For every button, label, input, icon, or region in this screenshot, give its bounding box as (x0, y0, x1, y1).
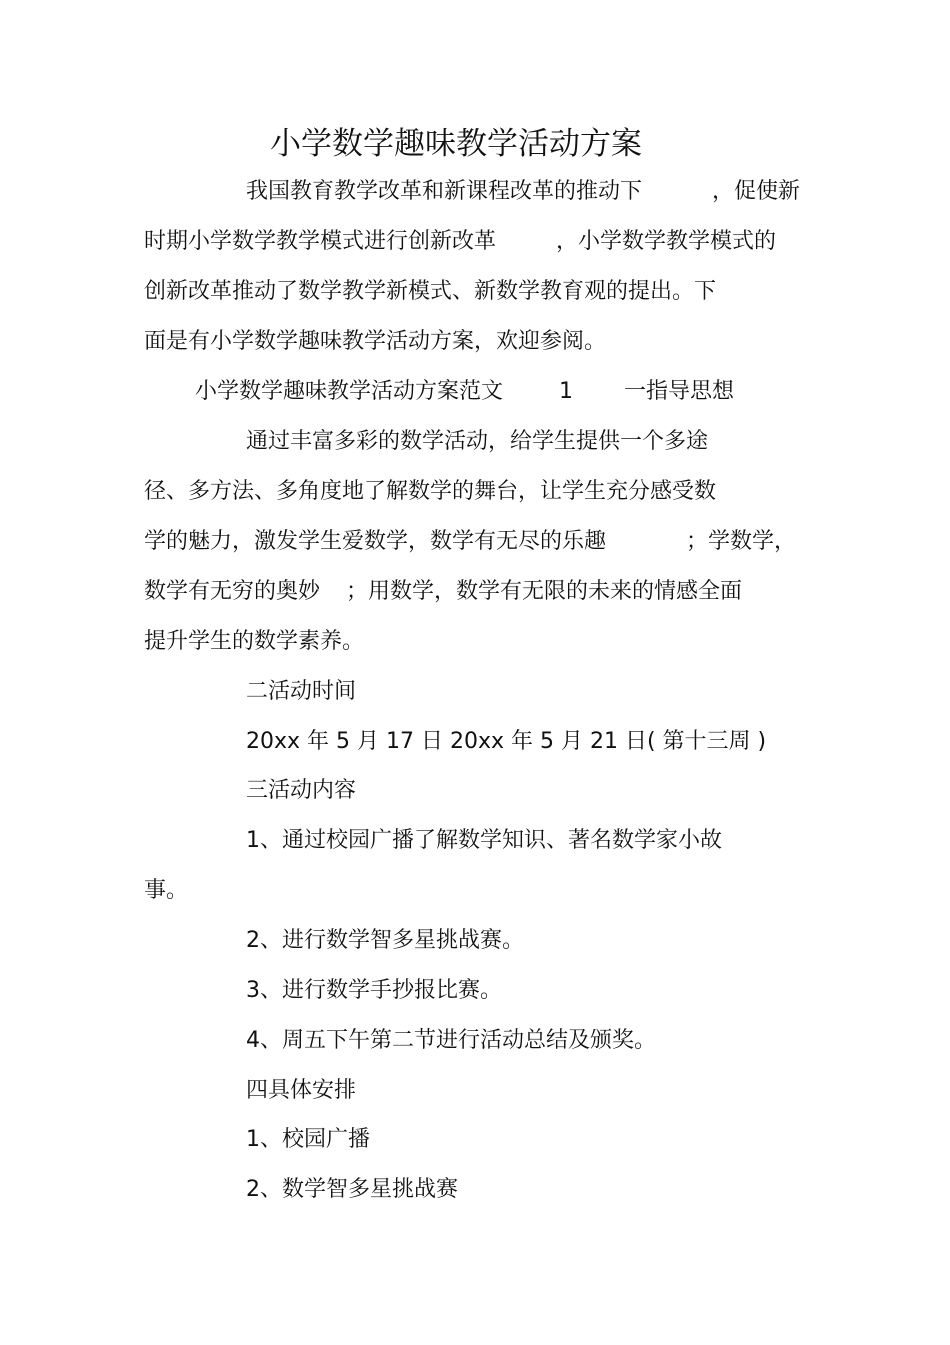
paragraph-line: 我国教育教学改革和新课程改革的推动下 (246, 179, 643, 204)
paragraph-line: 学的魅力，激发学生爱数学，数学有无尽的乐趣 (144, 529, 607, 554)
section-heading-number: 1 (559, 379, 573, 404)
paragraph-line: 面是有小学数学趣味教学活动方案，欢迎参阅。 (144, 329, 607, 354)
paragraph-line: ，促使新 (712, 179, 801, 204)
section-heading: 小学数学趣味教学活动方案范文 (195, 379, 504, 404)
section-heading: 三活动内容 (246, 778, 357, 803)
paragraph-line: 数学有无穷的奥妙 (144, 579, 321, 604)
section-heading: 一指导思想 (624, 379, 735, 404)
list-item: 事。 (144, 878, 189, 903)
paragraph-line: ；学数学， (686, 529, 797, 554)
list-item: 3、进行数学手抄报比赛。 (246, 978, 502, 1003)
list-item: 1、校园广播 (246, 1127, 370, 1152)
date-line: 20xx 年 5 月 17 日 20xx 年 5 月 21 日( 第十三周 ) (246, 729, 767, 754)
document-title: 小学数学趣味教学活动方案 (270, 126, 642, 162)
paragraph-line: 时期小学数学教学模式进行创新改革 (144, 229, 497, 254)
section-heading: 二活动时间 (246, 679, 357, 704)
list-item: 1、通过校园广播了解数学知识、著名数学家小故 (246, 828, 722, 853)
list-item: 2、数学智多星挑战赛 (246, 1177, 458, 1202)
list-item: 2、进行数学智多星挑战赛。 (246, 928, 524, 953)
paragraph-line: 创新改革推动了数学教学新模式、新数学教育观的提出。下 (144, 279, 717, 304)
paragraph-line: ，小学数学教学模式的 (556, 229, 777, 254)
list-item: 4、周五下午第二节进行活动总结及颁奖。 (246, 1028, 656, 1053)
paragraph-line: 提升学生的数学素养。 (144, 629, 365, 654)
paragraph-line: ；用数学，数学有无限的未来的情感全面 (346, 579, 743, 604)
paragraph-line: 径、多方法、多角度地了解数学的舞台，让学生充分感受数 (144, 479, 717, 504)
paragraph-line: 通过丰富多彩的数学活动，给学生提供一个多途 (246, 429, 709, 454)
section-heading: 四具体安排 (246, 1078, 357, 1103)
